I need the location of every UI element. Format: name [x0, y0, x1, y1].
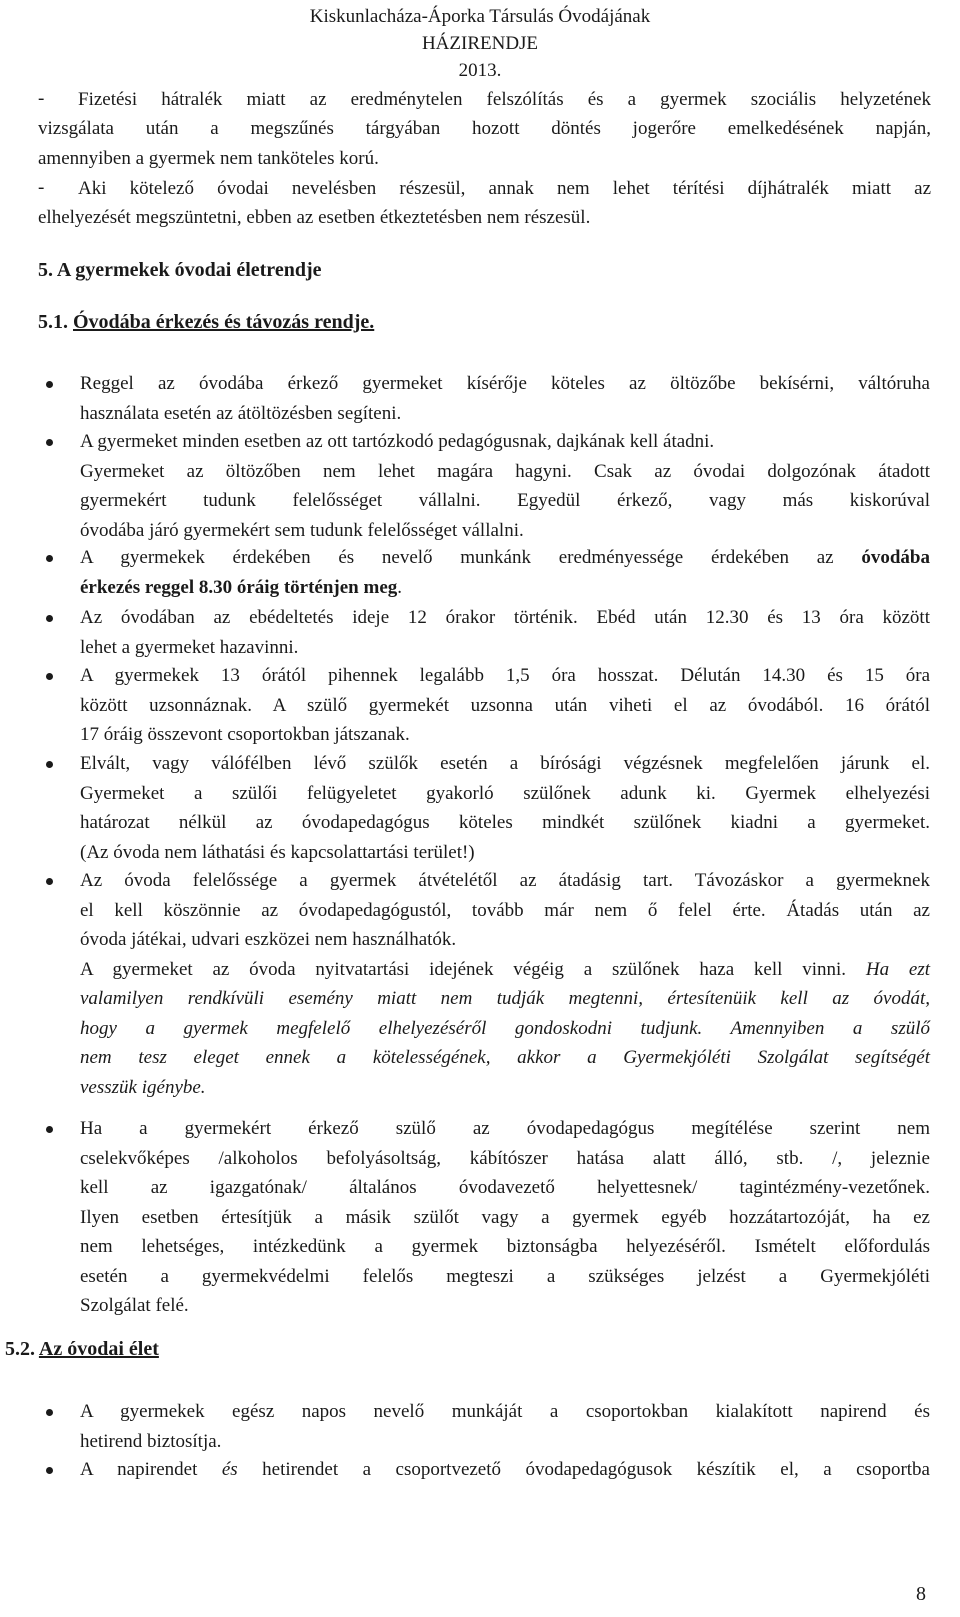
- text-line: óvodába járó gyermekért sem tudunk felelősséget vállalni.: [80, 519, 524, 541]
- section-title: Az óvodai élet: [38, 1338, 159, 1360]
- section-heading-5-1: [38, 311, 374, 334]
- text-run: .: [397, 576, 402, 598]
- text-line: Reggel az óvodába érkező gyermeket kísérője köteles az öltözőbe bekísérni, váltóruha: [80, 373, 930, 394]
- text-line: [80, 984, 930, 1014]
- list-item: [80, 749, 930, 867]
- text-line: [80, 1043, 930, 1073]
- text-line: [80, 573, 930, 603]
- italic-text: vesszük igénybe.: [80, 1076, 206, 1098]
- text-line: el kell köszönnie az óvodapedagógustól, tovább már nem ő felel érte. Átadás után az: [80, 899, 930, 921]
- list-item: [80, 866, 930, 1102]
- text-line: Gyermeket az öltözőben nem lehet magára hagyni. Csak az óvodai dolgozónak átadott: [80, 460, 930, 482]
- text-line: [80, 1014, 930, 1044]
- italic-text: nem tesz eleget ennek a kötelességének, akkor a Gyermekjóléti Szolgálat segítségét: [80, 1047, 930, 1068]
- page-number: 8: [916, 1583, 926, 1605]
- text-line: A gyermekek 13 órától pihennek legalább 1,5 óra hosszat. Délután 14.30 és 15 óra: [80, 665, 930, 686]
- text-line: Elvált, vagy válófélben lévő szülők esetén a bírósági végzésnek megfelelően járunk el.: [80, 753, 930, 774]
- header-title: HÁZIRENDJE: [421, 33, 539, 54]
- text-line: esetén a gyermekvédelmi felelős megteszi a szükséges jelzést a Gyermekjóléti: [80, 1265, 930, 1287]
- text-line: vizsgálata után a megszűnés tárgyában hozott döntés jogerőre emelkedésének napján,: [38, 118, 931, 139]
- dash-marker: -: [38, 177, 45, 198]
- section-title: Óvodába érkezés és távozás rendje.: [73, 311, 375, 333]
- list-item: [80, 1114, 930, 1321]
- section-title: A gyermekek óvodai életrendje: [56, 259, 322, 281]
- text-line: lehet a gyermeket hazavinni.: [80, 636, 299, 658]
- text-line: Az óvodában az ebédeltetés ideje 12 órakor történik. Ebéd után 12.30 és 13 óra között: [80, 607, 930, 628]
- dash-item-1-cont: [38, 114, 931, 173]
- italic-text: valamilyen rendkívüli esemény miatt nem tudják megtenni, értesítenüik kell az óvodát,: [80, 988, 930, 1009]
- bullet-icon: [46, 761, 53, 768]
- text-line: cselekvőképes /alkoholos befolyásoltság, kábítószer hatása alatt álló, stb. /, jeleznie: [80, 1147, 930, 1169]
- section-heading-5: [38, 259, 322, 282]
- text-line: határozat nélkül az óvodapedagógus köteles mindkét szülőnek kiadni a gyermeket.: [80, 812, 930, 833]
- section-heading-5-2: [5, 1338, 159, 1361]
- text-line: óvoda játékai, udvari eszközei nem használhatók.: [80, 929, 457, 950]
- text-line: amennyiben a gyermek nem tanköteles korú.: [38, 147, 379, 169]
- text-line: gyermekért tudunk felelősséget vállalni. Egyedül érkező, vagy más kiskorúval: [80, 490, 930, 511]
- section-number: 5.2.: [5, 1338, 35, 1360]
- text-line: kell az igazgatónak/ általános óvodavezető helyettesnek/ tagintézmény-vezetőnek.: [80, 1177, 930, 1198]
- text-line: Ilyen esetben értesítjük a másik szülőt vagy a gyermek egyéb hozzátartozóját, ha ez: [80, 1206, 930, 1228]
- italic-text: és: [221, 1459, 238, 1480]
- text-line: [80, 955, 930, 985]
- italic-text: Ha ezt: [865, 958, 930, 980]
- list-item: [80, 543, 930, 602]
- text-line: Az óvoda felelőssége a gyermek átvételétől az átadásig tart. Távozáskor a gyermeknek: [80, 870, 930, 891]
- text-run: A gyermeket az óvoda nyitvatartási idejének végéig a szülőnek haza kell vinni.: [80, 958, 847, 980]
- document-header: [0, 3, 960, 84]
- bullet-icon: [46, 673, 53, 680]
- text-line: (Az óvoda nem láthatási és kapcsolattartási terület!): [80, 841, 475, 863]
- text-line: Fizetési hátralék miatt az eredménytelen felszólítás és a gyermek szociális helyzetének: [78, 89, 931, 110]
- section-number: 5.1.: [38, 311, 68, 333]
- text-line: Gyermeket a szülői felügyeletet gyakorló szülőnek adunk ki. Gyermek elhelyezési: [80, 782, 930, 804]
- bullet-icon: [46, 615, 53, 622]
- header-year: 2013.: [458, 60, 502, 81]
- text-run: A napirendet: [80, 1459, 198, 1480]
- bold-text: óvodába: [861, 547, 930, 568]
- bullet-icon: [46, 1409, 53, 1416]
- text-line: hetirend biztosítja.: [80, 1430, 222, 1452]
- text-line: [80, 543, 930, 573]
- bullet-icon: [46, 439, 53, 446]
- text-line: között uzsonnáznak. A szülő gyermekét uzsonna után viheti el az óvodából. 16 órától: [80, 694, 930, 716]
- list-item: [80, 427, 930, 545]
- bold-text: érkezés reggel 8.30 óráig történjen meg: [80, 576, 398, 598]
- text-line: 17 óráig összevont csoportokban játszanak.: [80, 724, 410, 745]
- bullet-icon: [46, 381, 53, 388]
- list-item: [80, 1397, 930, 1456]
- text-run: A gyermekek érdekében és nevelő munkánk eredményessége érdekében az: [80, 547, 834, 568]
- dash-item-1: [78, 85, 931, 115]
- list-item: [80, 1455, 930, 1485]
- header-institution: Kiskunlacháza-Áporka Társulás Óvodájának: [309, 6, 651, 27]
- list-item: [80, 369, 930, 428]
- text-run: hetirendet a csoportvezető óvodapedagógusok készítik el, a csoportba: [262, 1459, 930, 1480]
- text-line: elhelyezését megszüntetni, ebben az esetben étkeztetésben nem részesül.: [38, 207, 591, 228]
- dash-item-2: [78, 174, 931, 204]
- text-line: A gyermekek egész napos nevelő munkáját a csoportokban kialakított napirend és: [80, 1401, 930, 1422]
- dash-marker: -: [38, 88, 45, 109]
- text-line: nem lehetséges, intézkedünk a gyermek biztonságba helyezéséről. Ismételt előfordulás: [80, 1236, 930, 1257]
- italic-text: hogy a gyermek megfelelő elhelyezéséről gondoskodni tudjunk. Amennyiben a szülő: [80, 1017, 930, 1039]
- text-line: használata esetén az átöltözésben segíteni.: [80, 402, 402, 424]
- list-item: [80, 603, 930, 662]
- text-line: Ha a gyermekért érkező szülő az óvodapedagógus megítélése szerint nem: [80, 1118, 930, 1139]
- bullet-icon: [46, 1126, 53, 1133]
- text-line: [80, 1073, 930, 1103]
- text-line: [80, 1455, 930, 1485]
- dash-item-2-cont: [38, 203, 931, 233]
- bullet-icon: [46, 555, 53, 562]
- text-line: Aki kötelező óvodai nevelésben részesül, annak nem lehet térítési díjhátralék miatt az: [78, 178, 931, 199]
- list-item: [80, 661, 930, 750]
- bullet-icon: [46, 878, 53, 885]
- section-number: 5.: [38, 259, 53, 281]
- text-line: A gyermeket minden esetben az ott tartózkodó pedagógusnak, dajkának kell átadni.: [80, 431, 715, 452]
- text-line: Szolgálat felé.: [80, 1295, 189, 1316]
- bullet-icon: [46, 1467, 53, 1474]
